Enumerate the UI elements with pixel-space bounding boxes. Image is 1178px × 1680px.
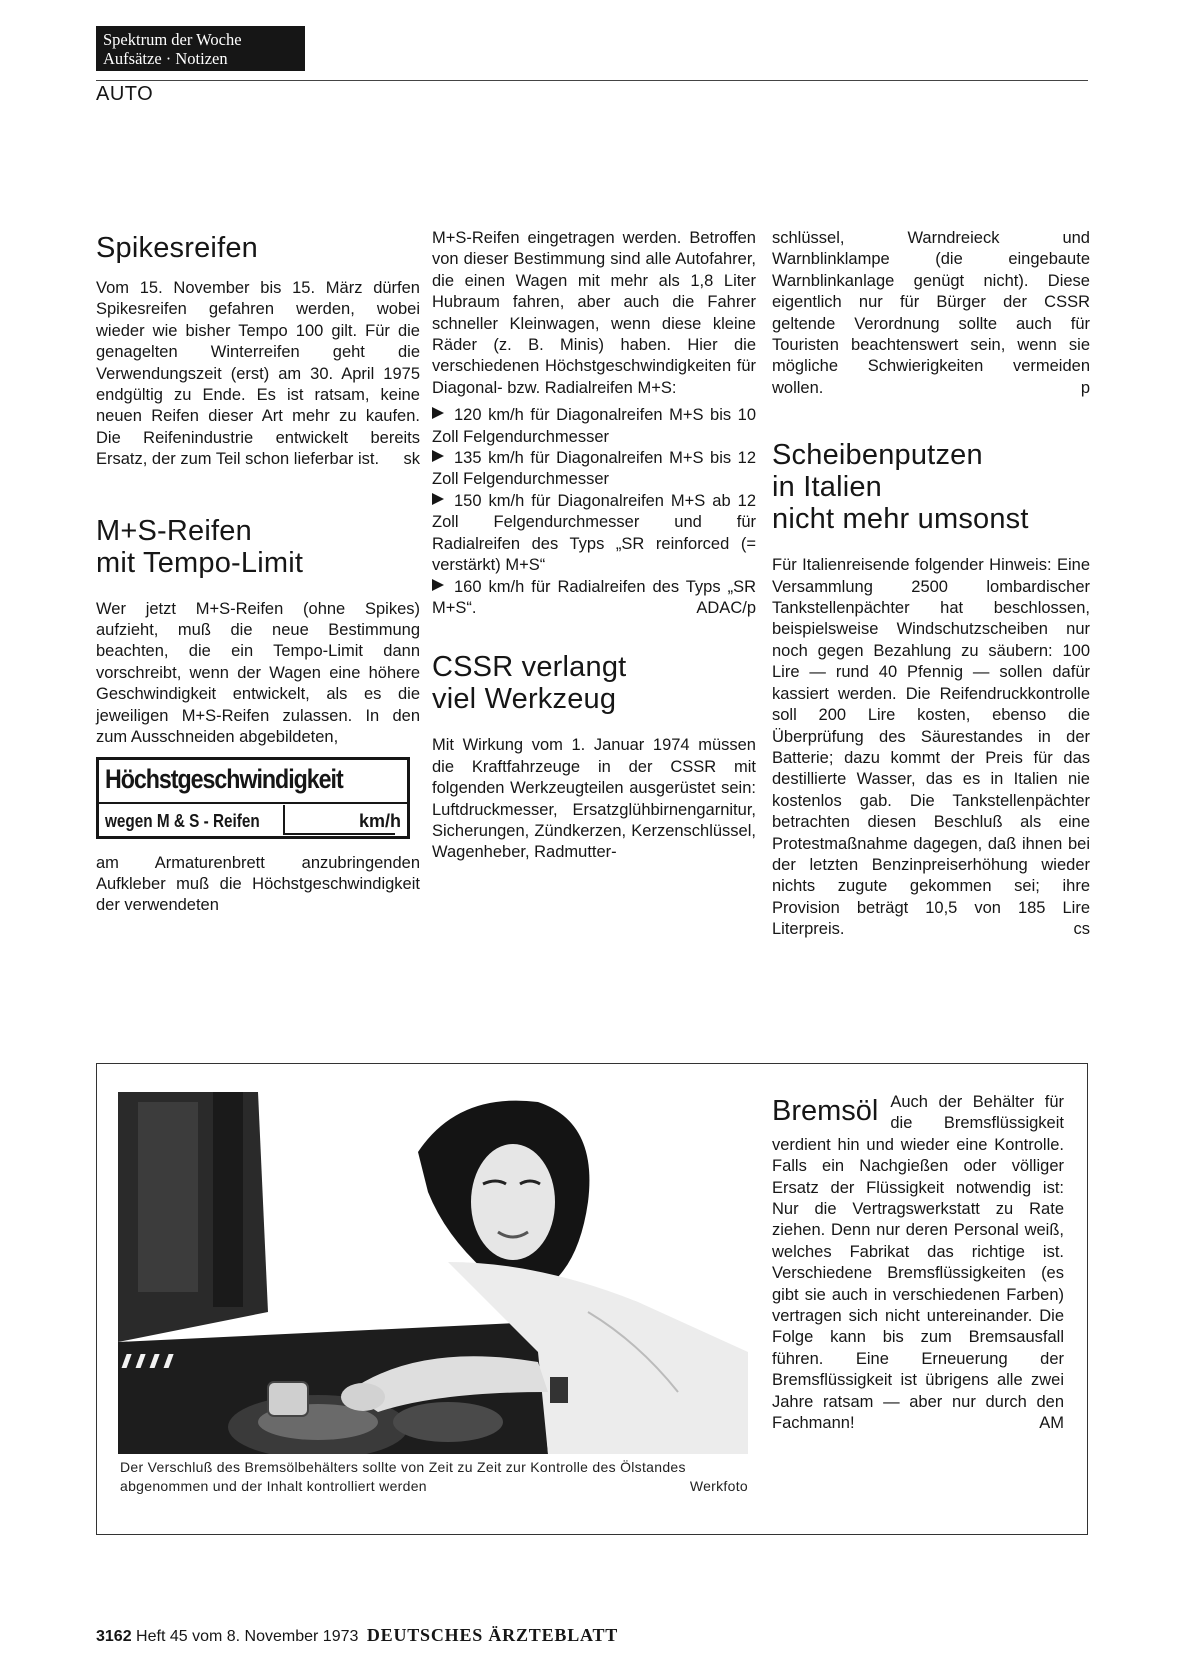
ms-heading-line2: mit Tempo-Limit [96, 546, 304, 579]
section-title: AUTO [96, 83, 154, 105]
speed-list-item: 135 km/h für Diagonalreifen M+S bis 12 Zoll Felgendurchmesser [432, 449, 756, 489]
header-rule [96, 80, 1088, 81]
page-number: 3162 [96, 1628, 132, 1645]
cssr-body-1: Mit Wirkung vom 1. Januar 1974 müssen die Kraftfahrzeuge in der CSSR mit folgenden Werkzeugteilen ausgerüstet sein: Luftdruckmesser, Ersatzglühbirnengarnitur, Sicherungen, Zündkerzen, Kerzenschlüssel, Wagenheber, Radmutter- [432, 736, 756, 862]
scheiben-author: cs [1073, 920, 1090, 939]
bremsoel-heading: Bremsöl [772, 1095, 879, 1127]
bremsoel-body [772, 1092, 1064, 1435]
bremsoel-text: Auch der Behälter für die Bremsflüssigkeit verdient hin und wieder eine Kontrolle. Falls ein Nachgießen oder völliger Ersatz der Flüssigkeit notwendig ist: Nur die Vertragswerkstatt zu Rate ziehen. Denn nur deren Personal weiß, welches Fabrikat das richtige ist. Verschiedene Bremsflüssigkeiten (es gibt sie auch in verschiedenen Farben) vertragen sich nicht untereinander. Die Folge kann bis zum Bremsausfall führen. Eine Erneuerung der Bremsflüssigkeit ist übrigens alle zwei Jahre ratsam — aber nur durch den Fachmann! [772, 1093, 1064, 1433]
ms-heading-line1: M+S-Reifen [96, 514, 252, 547]
photo-caption [120, 1458, 748, 1496]
column-3 [772, 228, 1090, 941]
spikes-author: sk [403, 450, 420, 469]
cssr-heading-line2: viel Werkzeug [432, 683, 617, 716]
column-2 [432, 228, 756, 864]
spikes-heading: Spikesreifen [96, 232, 258, 264]
page-footer [96, 1625, 618, 1646]
speed-list-item: 160 km/h für Radialreifen des Typs „SR M+S“. ADAC/p [432, 577, 756, 620]
bremsoel-article [772, 1092, 1064, 1435]
cssr-author: p [1080, 378, 1090, 397]
sticker-title: Höchstgeschwindigkeit [105, 763, 343, 794]
scheiben-heading-line1: Scheibenputzen [772, 439, 983, 472]
spikes-body [96, 278, 420, 471]
scheiben-text: Für Italienreisende folgender Hinweis: Eine Versammlung 2500 lombardischer Tankstellenpächter hat beschlossen, beispielsweise Windschutzscheiben nur noch gegen Bezahlung zu säubern: 100 Lire — rund 40 Pfennig — sollen dafür kassiert werden. Die Reifendruckkontrolle soll 200 Lire kosten, ebenso die Überprüfung des Säurestandes in der Batterie; dazu kommt der Preis für das destillierte Wasser, das es in Italien nie kostenlos gab. Die Tankstellenpächter betrachten diesen Beschluß als eine Protestmaßnahme dagegen, daß ihnen bei der letzten Benzinpreiserhöhung wieder nichts zugute gekommen sei; ihre Provision beträgt 10,5 von 185 Lire Literpreis. [772, 556, 1090, 939]
cssr-heading-line1: CSSR verlangt [432, 651, 627, 684]
section-label-line2: Aufsätze · Notizen [103, 49, 228, 68]
spikes-text: Vom 15. November bis 15. März dürfen Spikesreifen gefahren werden, wobei wieder wie bisher Tempo 100 gilt. Für die genagelten Winterreifen geht die Verwendungszeit (erst) am 30. April 1975 endgültig zu Ende. Es ist ratsam, keine neuen Reifen dieser Art mehr zu kaufen. Die Reifenindustrie entwickelt bereits Ersatz, der zum Teil schon lieferbar ist. [96, 279, 420, 469]
photo-credit: Werkfoto [689, 1478, 748, 1494]
speed-limit-sticker [96, 757, 410, 839]
issue-info: Heft 45 vom 8. November 1973 [136, 1628, 359, 1645]
cssr-text: schlüssel, Warndreieck und Warnblinklampe (die eingebaute Warnblinkanlage genügt nicht). Diese eigentlich nur für Bürger der CSSR geltende Verordnung sollte auch für Touristen beachtenswert sein, wenn sie mögliche Schwierigkeiten vermeiden wollen. [772, 229, 1090, 397]
sticker-unit: km/h [358, 810, 401, 831]
scheiben-heading [772, 439, 1090, 535]
ms-heading [96, 515, 420, 579]
scheiben-body [772, 555, 1090, 940]
cssr-heading [432, 651, 756, 715]
speed-list-item: 150 km/h für Diagonalreifen M+S ab 12 Zoll Felgendurchmesser und für Radialreifen des Typs „SR reinforced (= verstärkt) M+S“ [432, 491, 756, 575]
triangle-bullet-icon [432, 407, 444, 419]
ms-author: ADAC/p [696, 598, 756, 617]
cssr-body-2 [772, 228, 1090, 399]
ms-body-2: am Armaturenbrett anzubringenden Aufkleber muß die Höchstgeschwindigkeit der verwendeten [96, 853, 420, 915]
speed-list [432, 405, 756, 619]
column-1 [96, 228, 420, 917]
ms-body-1: Wer jetzt M+S-Reifen (ohne Spikes) aufzieht, muß die neue Bestimmung beachten, die ein Tempo-Limit dann vorschreibt, wenn der Wagen eine höhere Geschwindigkeit entwickelt, als es die jeweiligen M+S-Reifen zulassen. In den zum Ausschneiden abgebildeten, [96, 599, 420, 747]
caption-text: Der Verschluß des Bremsölbehälters sollte von Zeit zu Zeit zur Kontrolle des Ölstandes abgenommen und der Inhalt kontrolliert werden [120, 1459, 686, 1494]
triangle-bullet-icon [432, 493, 444, 505]
section-label-line1: Spektrum der Woche [103, 30, 242, 49]
sticker-divider [99, 802, 407, 804]
triangle-bullet-icon [432, 579, 444, 591]
scheiben-heading-line2: in Italien [772, 471, 883, 504]
speed-list-item: 120 km/h für Diagonalreifen M+S bis 10 Zoll Felgendurchmesser [432, 406, 756, 446]
magazine-name: DEUTSCHES ÄRZTEBLATT [366, 1625, 619, 1645]
bremsoel-author: AM [1039, 1414, 1064, 1433]
section-label-box [96, 26, 305, 71]
sticker-subtitle: wegen M & S - Reifen [105, 810, 260, 831]
bremsoel-photo [118, 1092, 748, 1454]
ms-body-3: M+S-Reifen eingetragen werden. Betroffen von dieser Bestimmung sind alle Autofahrer, die einen Wagen mit mehr als 1,8 Liter Hubraum fahren, aber auch die Fahrer schneller Kleinwagen, wenn diese kleine Räder (z. B. Minis) haben. Hier die verschiedenen Höchstgeschwindigkeiten für Diagonal- bzw. Radialreifen M+S: [432, 229, 756, 397]
scheiben-heading-line3: nicht mehr umsonst [772, 503, 1029, 536]
woman-checking-brake-fluid-image [118, 1092, 748, 1454]
triangle-bullet-icon [432, 450, 444, 462]
